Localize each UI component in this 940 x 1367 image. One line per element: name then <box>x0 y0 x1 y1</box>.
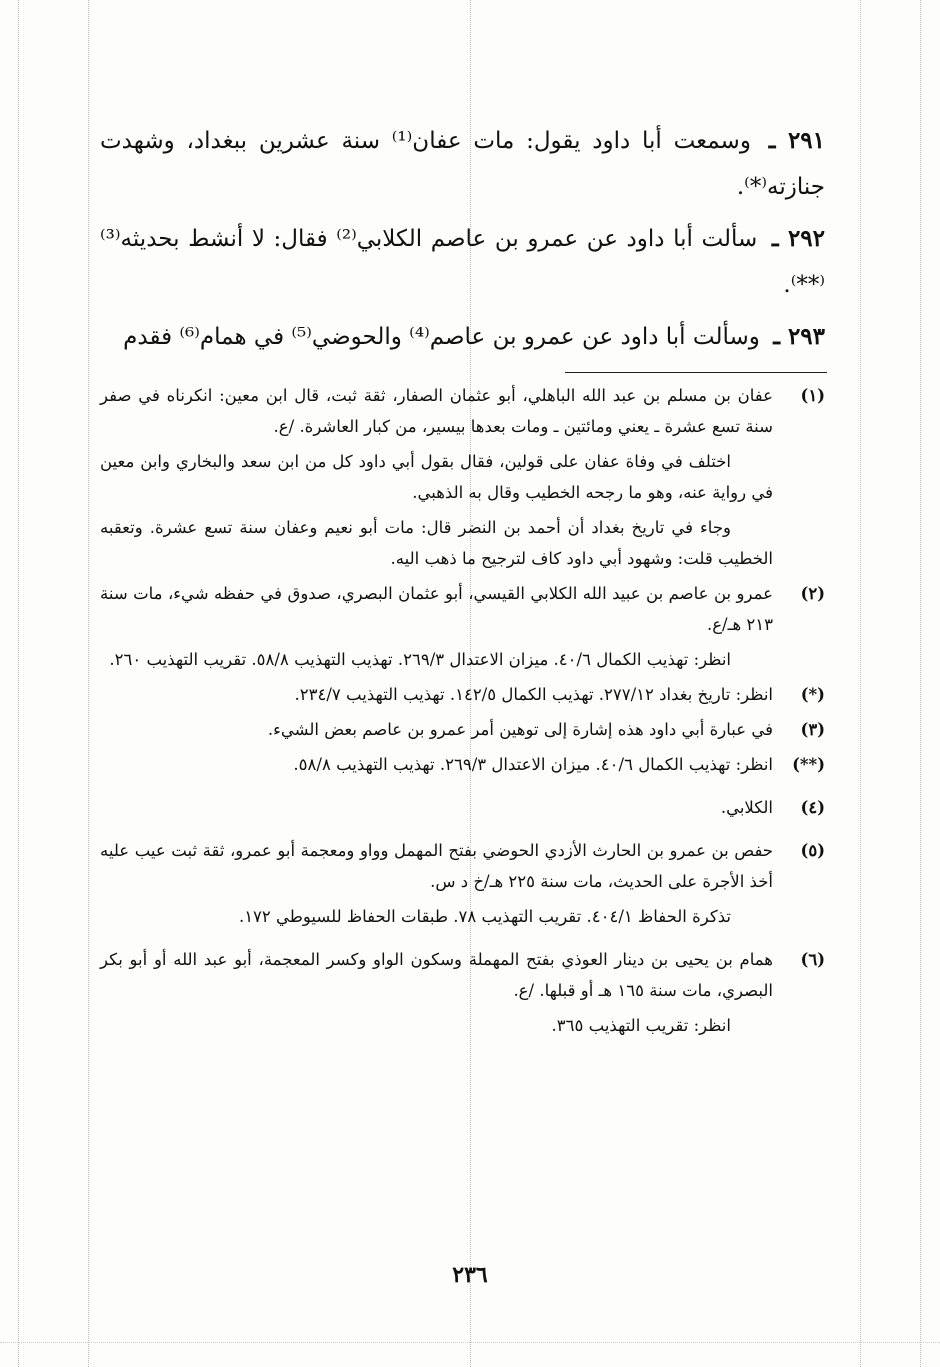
scan-guide-line <box>18 0 19 1367</box>
footnote-paragraph: تذكرة الحفاظ ٤٠٤/١. تقريب التهذيب ٧٨. طبقات الحفاظ للسيوطي ١٧٢. <box>238 907 731 926</box>
scan-guide-line <box>920 0 921 1367</box>
footnote-1 <box>100 380 825 578</box>
footnote-paragraph: وجاء في تاريخ بغداد أن أحمد بن النضر قال: مات أبو نعيم وعفان سنة تسع عشرة. وتعقبه الخطيب قلت: وشهود أبي داود كاف لترجيح ما ذهب اليه. <box>100 518 773 568</box>
scan-guide-line <box>88 0 89 1367</box>
footnote-4 <box>100 792 825 827</box>
footnote-paragraph: انظر: تقريب التهذيب ٣٦٥. <box>551 1016 731 1035</box>
scan-guide-line <box>860 0 861 1367</box>
footnotes <box>100 380 825 1045</box>
entry-number: ٢٩٢ ـ <box>771 225 825 252</box>
entry-text: وسألت أبا داود عن عمرو بن عاصم⁽⁴⁾ والحوضي⁽⁵⁾ في همام⁽⁶⁾ فقدم <box>123 324 760 350</box>
footnote-paragraph: الكلابي. <box>720 798 773 817</box>
footnote-paragraph: عمرو بن عاصم بن عبيد الله الكلابي القيسي، أبو عثمان البصري، صدوق في حفظه شيء، مات سنة ٢١٣ هـ/ع. <box>100 584 773 634</box>
footnote-star <box>100 679 825 714</box>
footnote-marker: (**) <box>792 755 825 774</box>
footnote-marker: (٢) <box>800 584 825 603</box>
entry-293 <box>100 314 825 360</box>
footnote-paragraph: انظر: تهذيب الكمال ٤٠/٦. ميزان الاعتدال ٢٦٩/٣. تهذيب التهذيب ٥٨/٨. <box>293 755 773 774</box>
footnote-3 <box>100 714 825 749</box>
footnote-paragraph: همام بن يحيى بن دينار العوذي بفتح المهملة وسكون الواو وكسر المعجمة، أبو عبد الله أو أبو بكر البصري، مات سنة ١٦٥ هـ أو قبلها. /ع. <box>100 950 773 1000</box>
footnote-paragraph: حفص بن عمرو بن الحارث الأزدي الحوضي بفتح المهمل وواو ومعجمة أبو عمرو، ثقة ثبت عيب عليه أخذ الأجرة على الحديث، مات سنة ٢٢٥ هـ/خ د س. <box>100 841 773 891</box>
footnote-double-star <box>100 749 825 784</box>
page-number: ٢٣٦ <box>452 1262 488 1288</box>
footnote-paragraph: اختلف في وفاة عفان على قولين، فقال بقول أبي داود كل من ابن سعد والبخاري وابن معين في رواية عنه، وهو ما رجحه الخطيب وقال به الذهبي. <box>100 452 773 502</box>
footnote-marker: (١) <box>800 386 825 405</box>
entry-292 <box>100 216 825 308</box>
entry-text: سألت أبا داود عن عمرو بن عاصم الكلابي⁽²⁾ فقال: لا أنشط بحديثه⁽³⁾ ⁽**⁾. <box>100 226 825 298</box>
entry-number: ٢٩١ ـ <box>768 127 825 154</box>
footnote-5 <box>100 835 825 936</box>
scan-guide-line <box>0 1342 940 1343</box>
footnote-2 <box>100 578 825 679</box>
footnote-marker: (*) <box>800 685 825 704</box>
footnote-marker: (٣) <box>800 720 825 739</box>
entry-number: ٢٩٣ ـ <box>773 323 825 350</box>
footnote-paragraph: في عبارة أبي داود هذه إشارة إلى توهين أمر عمرو بن عاصم بعض الشيء. <box>267 720 773 739</box>
footnote-paragraph: انظر: تهذيب الكمال ٤٠/٦. ميزان الاعتدال ٢٦٩/٣. تهذيب التهذيب ٥٨/٨. تقريب التهذيب ٢٦٠. <box>109 650 731 669</box>
footnote-marker: (٤) <box>800 798 825 817</box>
footnote-paragraph: انظر: تاريخ بغداد ٢٧٧/١٢. تهذيب الكمال ١٤٢/٥. تهذيب التهذيب ٢٣٤/٧. <box>294 685 773 704</box>
main-text <box>100 118 825 366</box>
footnote-separator <box>565 372 827 373</box>
entry-291 <box>100 118 825 210</box>
footnote-marker: (٦) <box>800 950 825 969</box>
entry-text: وسمعت أبا داود يقول: مات عفان⁽¹⁾ سنة عشرين ببغداد، وشهدت جنازته⁽*⁾. <box>100 128 825 200</box>
footnote-marker: (٥) <box>800 841 825 860</box>
footnote-paragraph: عفان بن مسلم بن عبد الله الباهلي، أبو عثمان الصفار، ثقة ثبت، قال ابن معين: انكرناه في صفر سنة تسع عشرة ـ يعني ومائتين ـ ومات بعدها بيسير، من كبار العاشرة. /ع. <box>100 386 773 436</box>
footnote-6 <box>100 944 825 1045</box>
